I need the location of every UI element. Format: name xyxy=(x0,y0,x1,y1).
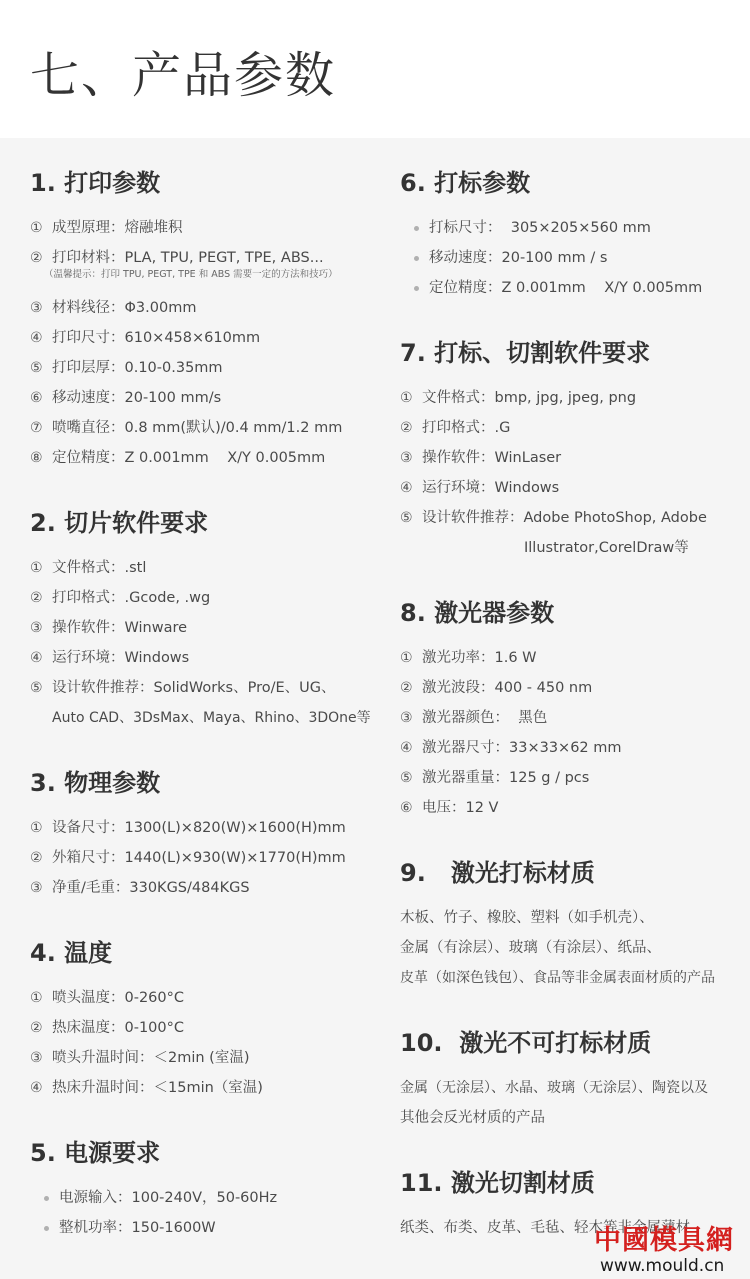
list-item: ② 打印格式：.Gcode, .wg xyxy=(30,590,211,606)
section-title-power: 5. 电源要求 xyxy=(30,1139,161,1167)
list-item: ① 文件格式：bmp, jpg, jpeg, png xyxy=(400,390,637,406)
page-title: 七、产品参数 xyxy=(30,47,337,104)
list-item: ③ 操作软件：WinLaser xyxy=(400,450,562,466)
list-item: ③ 净重/毛重：330KGS/484KGS xyxy=(30,880,250,896)
bullet-dot xyxy=(414,286,419,291)
list-item: ⑦ 喷嘴直径：0.8 mm(默认)/0.4 mm/1.2 mm xyxy=(30,420,343,436)
list-item: 移动速度：20-100 mm / s xyxy=(398,247,607,269)
list-item: ③ 材料线径：Φ3.00mm xyxy=(30,300,197,316)
list-item: ④ 热床升温时间：＜15min（室温) xyxy=(30,1080,263,1096)
list-item: ② 打印格式：.G xyxy=(400,420,511,436)
section-title-non-markable-materials: 10. 激光不可打标材质 xyxy=(400,1029,652,1057)
page-header xyxy=(0,0,750,138)
paragraph-line: 金属（有涂层）、玻璃（有涂层）、纸品、 xyxy=(400,940,661,956)
section-title-marking-params: 6. 打标参数 xyxy=(400,169,531,197)
bullet-dot xyxy=(44,1196,49,1201)
list-item: ① 激光功率：1.6 W xyxy=(400,650,537,666)
list-item: ① 文件格式：.stl xyxy=(30,560,147,576)
watermark-url: www.mould.cn xyxy=(600,1256,725,1276)
list-item: ④ 激光器尺寸：33×33×62 mm xyxy=(400,740,622,756)
section-title-laser-params: 8. 激光器参数 xyxy=(400,599,555,627)
list-item: ① 设备尺寸：1300(L)×820(W)×1600(H)mm xyxy=(30,820,346,836)
list-item: ② 打印材料：PLA, TPU, PEGT, TPE, ABS... xyxy=(30,250,324,266)
list-item: ⑥ 移动速度：20-100 mm/s xyxy=(30,390,222,406)
list-item: ① 成型原理：熔融堆积 xyxy=(30,220,183,236)
list-item: ④ 打印尺寸：610×458×610mm xyxy=(30,330,261,346)
list-item: ⑤ 打印层厚：0.10-0.35mm xyxy=(30,360,223,376)
bullet-dot xyxy=(44,1226,49,1231)
list-item: ③ 激光器颜色： 黑色 xyxy=(400,710,548,726)
list-item: ② 激光波段：400 - 450 nm xyxy=(400,680,593,696)
list-item-continuation: Illustrator,CorelDraw等 xyxy=(524,540,689,556)
section-title-marking-materials: 9. 激光打标材质 xyxy=(400,859,595,887)
list-item: ③ 喷头升温时间：＜2min (室温) xyxy=(30,1050,250,1066)
section-title-slicer-software: 2. 切片软件要求 xyxy=(30,509,209,537)
paragraph-line: 木板、竹子、橡胶、塑料（如手机壳）、 xyxy=(400,910,654,926)
watermark-logo-text: 中國模具網 xyxy=(594,1225,734,1256)
list-item: ⑤ 激光器重量：125 g / pcs xyxy=(400,770,590,786)
paragraph-line: 其他会反光材质的产品 xyxy=(400,1110,545,1126)
section-title-marking-software: 7. 打标、切割软件要求 xyxy=(400,339,651,367)
section-title-cutting-materials: 11. 激光切割材质 xyxy=(400,1169,595,1197)
list-item: ④ 运行环境：Windows xyxy=(400,480,560,496)
section-title-print-params: 1. 打印参数 xyxy=(30,169,161,197)
list-item-continuation: Auto CAD、3DsMax、Maya、Rhino、3DOne等 xyxy=(52,710,371,726)
list-item: ⑤ 设计软件推荐：Adobe PhotoShop, Adobe xyxy=(400,510,707,526)
site-watermark xyxy=(594,1222,750,1279)
section-title-physical-params: 3. 物理参数 xyxy=(30,769,161,797)
paragraph-line: 纸类、布类、皮革、毛毡、轻木等非金属薄材 xyxy=(400,1220,690,1236)
list-item: 整机功率：150-1600W xyxy=(28,1217,216,1239)
bullet-dot xyxy=(414,226,419,231)
list-item: ⑥ 电压：12 V xyxy=(400,800,499,816)
list-item: 定位精度：Z 0.001mm X/Y 0.005mm xyxy=(398,277,702,299)
bullet-dot xyxy=(414,256,419,261)
print-material-note: （温馨提示：打印 TPU, PEGT, TPE 和 ABS 需要一定的方法和技巧） xyxy=(44,269,338,280)
list-item: ② 热床温度：0-100°C xyxy=(30,1020,185,1036)
list-item: 电源输入：100-240V，50-60Hz xyxy=(28,1187,277,1209)
list-item: 打标尺寸： 305×205×560 mm xyxy=(398,217,651,239)
paragraph-line: 金属（无涂层）、水晶、玻璃（无涂层）、陶瓷以及 xyxy=(400,1080,708,1096)
list-item: ① 喷头温度：0-260°C xyxy=(30,990,185,1006)
section-title-temperature: 4. 温度 xyxy=(30,939,113,967)
list-item: ⑧ 定位精度：Z 0.001mm X/Y 0.005mm xyxy=(30,450,326,466)
list-item: ⑤ 设计软件推荐：SolidWorks、Pro/E、UG、 xyxy=(30,680,336,696)
paragraph-line: 皮革（如深色钱包）、食品等非金属表面材质的产品 xyxy=(400,970,715,986)
list-item: ④ 运行环境：Windows xyxy=(30,650,190,666)
list-item: ③ 操作软件：Winware xyxy=(30,620,188,636)
list-item: ② 外箱尺寸：1440(L)×930(W)×1770(H)mm xyxy=(30,850,346,866)
